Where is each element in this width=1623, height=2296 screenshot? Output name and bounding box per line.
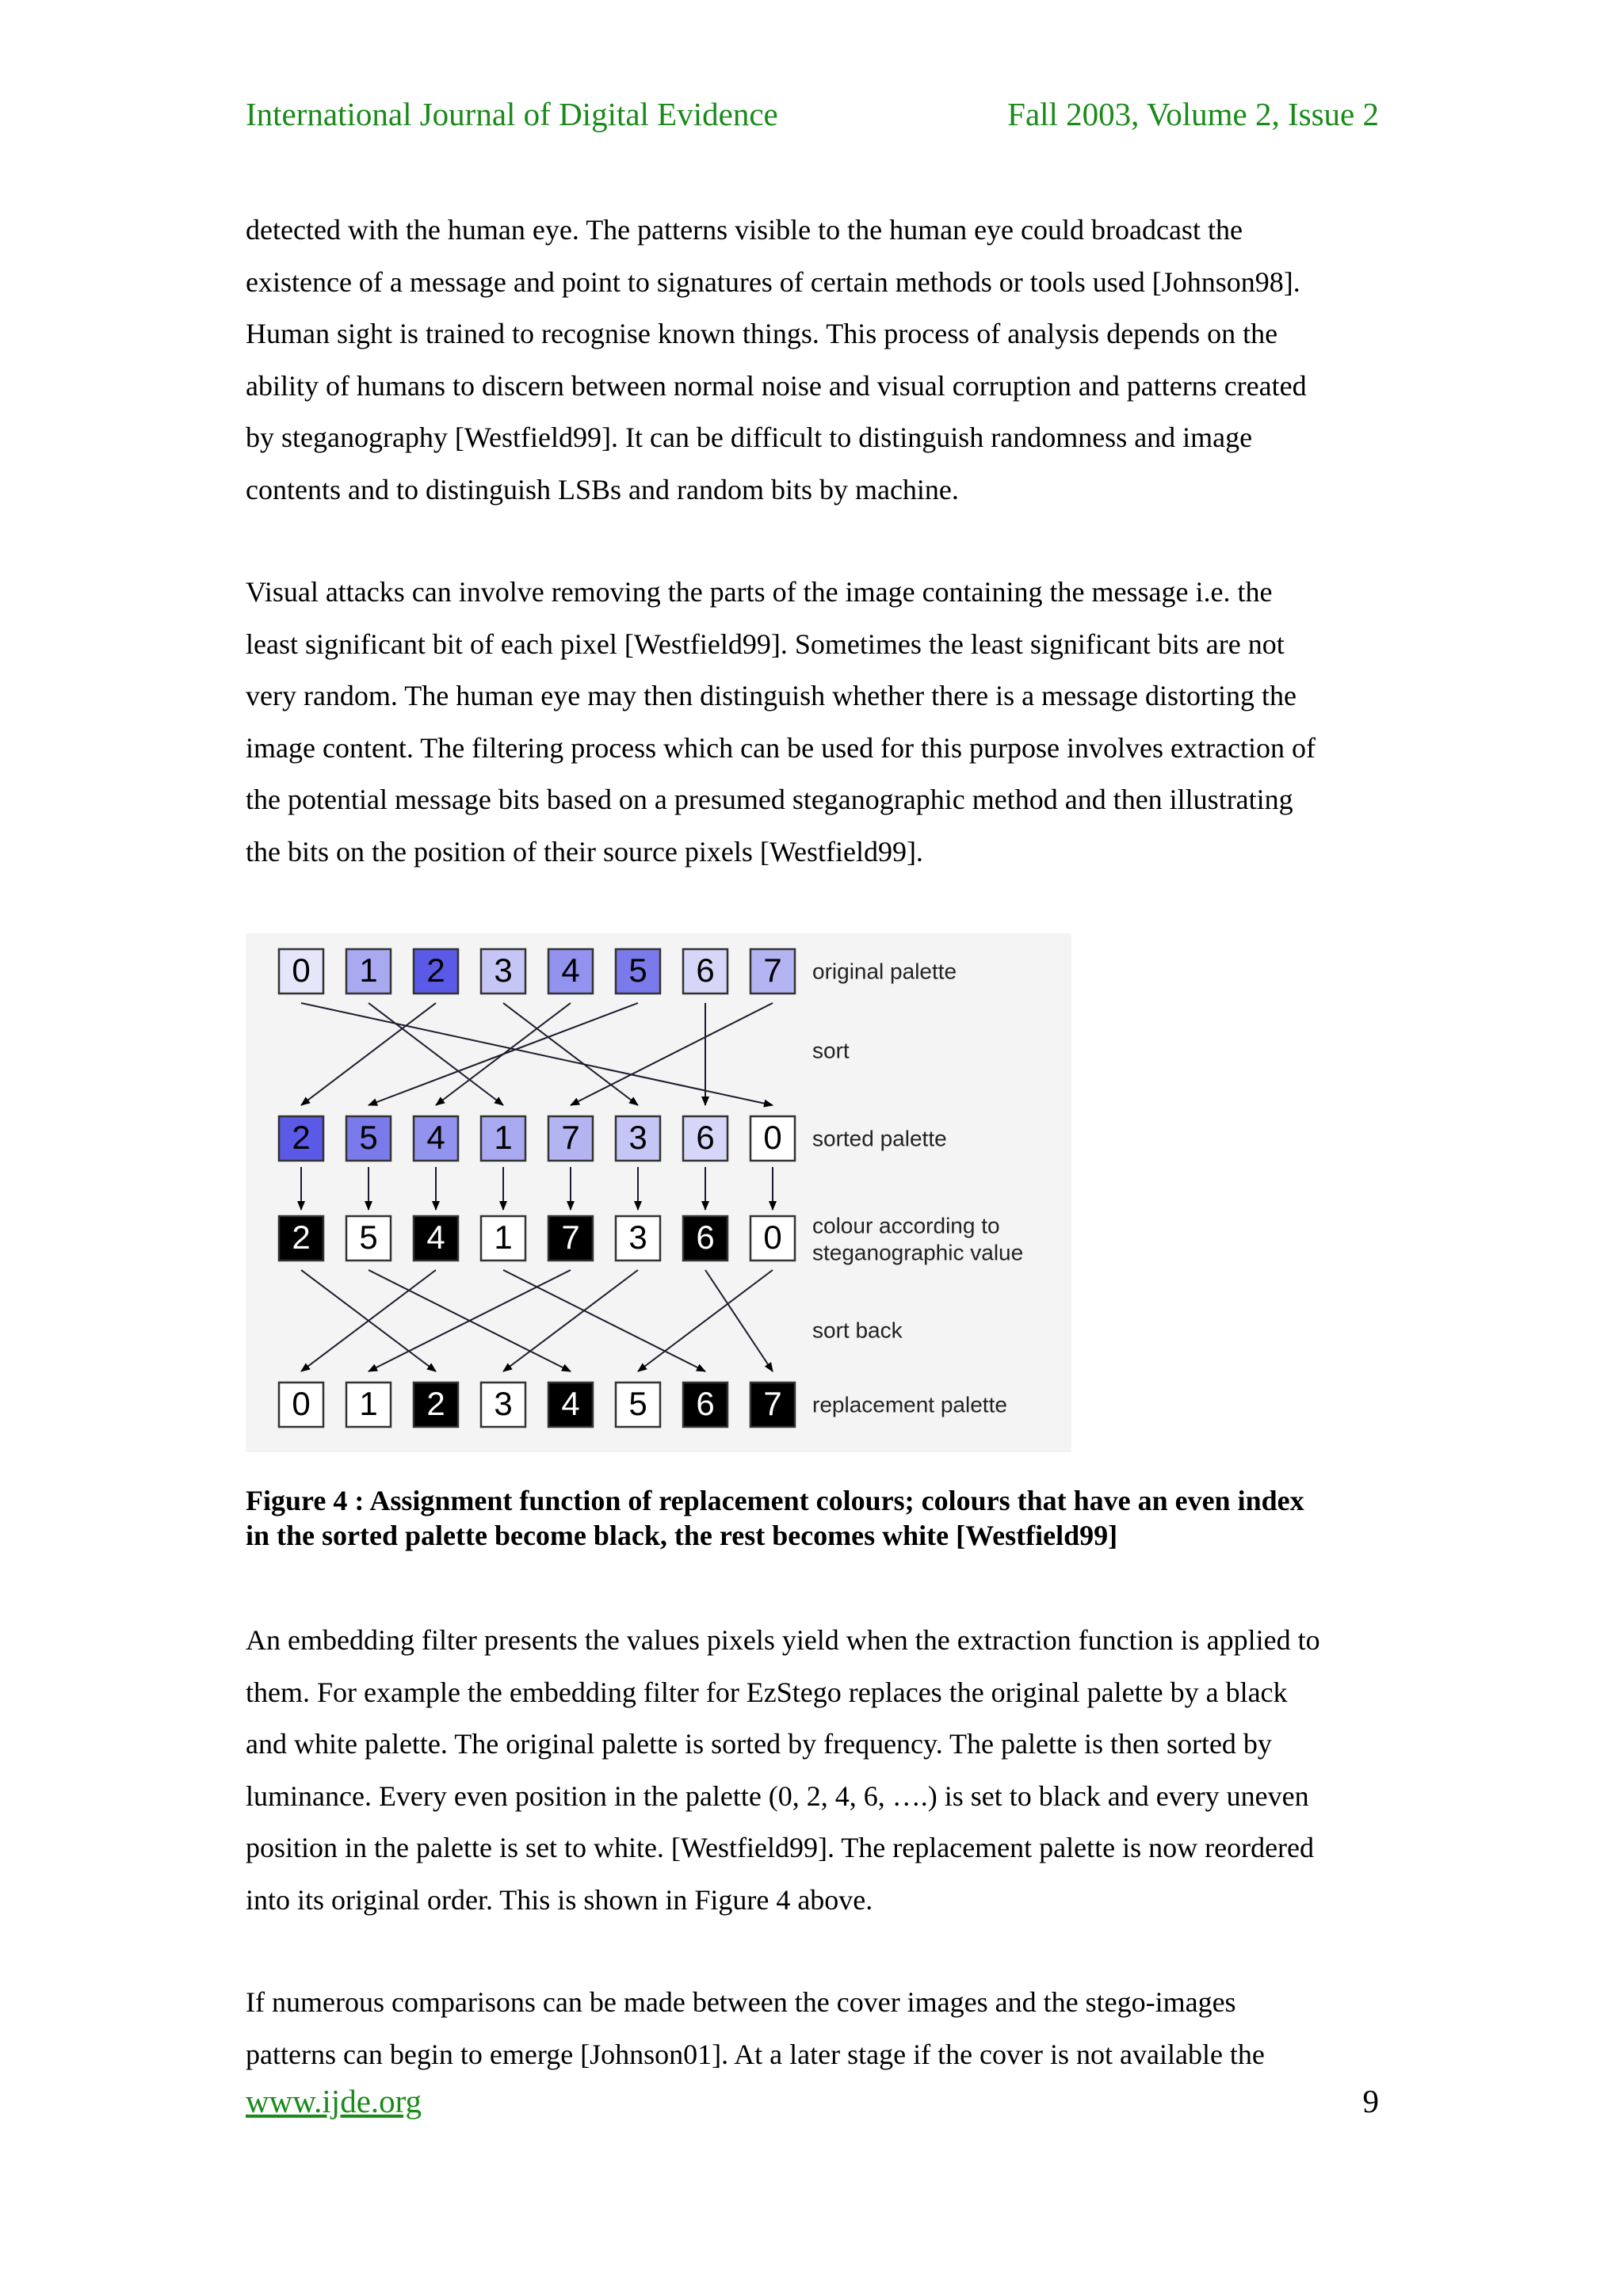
palette-cell — [616, 1116, 660, 1161]
palette-cell — [346, 1216, 391, 1261]
palette-cell — [346, 949, 391, 994]
palette-cell — [481, 949, 525, 994]
running-header — [246, 95, 1379, 143]
text-line: least significant bit of each pixel [Westfield99]. Sometimes the least significant bits are not — [246, 627, 1285, 660]
text-line: If numerous comparisons can be made between the cover images and the stego-images — [246, 1986, 1236, 2018]
caption-line: Figure 4 : Assignment function of replacement colours; colours that have an even index — [246, 1485, 1304, 1516]
text-line: by steganography [Westfield99]. It can be difficult to distinguish randomness and image — [246, 421, 1253, 453]
palette-cell — [279, 949, 323, 994]
palette-cell — [750, 1383, 795, 1427]
row-label: original palette — [812, 959, 957, 984]
paragraph — [246, 1977, 1379, 2081]
palette-index: 1 — [494, 1219, 513, 1257]
palette-index: 1 — [359, 952, 378, 990]
palette-cell — [279, 1383, 323, 1427]
paragraph — [246, 204, 1379, 516]
figure-4 — [246, 933, 1071, 1452]
palette-index: 4 — [426, 1119, 445, 1157]
palette-index: 3 — [628, 1119, 647, 1157]
palette-index: 5 — [359, 1219, 378, 1257]
palette-cell — [548, 1383, 593, 1427]
palette-index: 0 — [292, 1385, 311, 1423]
palette-index: 4 — [561, 952, 580, 990]
palette-index: 1 — [359, 1385, 378, 1423]
page-number: 9 — [1362, 2083, 1379, 2119]
palette-cell — [481, 1383, 525, 1427]
palette-cell — [279, 1116, 323, 1161]
sort-back-label: sort back — [812, 1318, 903, 1343]
palette-cell — [548, 1216, 593, 1261]
palette-cell — [414, 1383, 458, 1427]
text-line: the potential message bits based on a presumed steganographic method and then illustrating — [246, 784, 1293, 815]
sort-arrow — [369, 1003, 638, 1105]
row-label: steganographic value — [812, 1240, 1024, 1265]
palette-cell — [481, 1116, 525, 1161]
sort-arrow — [571, 1003, 773, 1105]
palette-index: 3 — [494, 952, 513, 990]
text-line: existence of a message and point to signatures of certain methods or tools used [Johnson98]. — [246, 265, 1300, 298]
palette-cell — [683, 1116, 727, 1161]
palette-cell — [414, 1216, 458, 1261]
sort-back-arrow — [503, 1270, 705, 1371]
issue-info: Fall 2003, Volume 2, Issue 2 — [1007, 96, 1379, 132]
text-line: Visual attacks can involve removing the parts of the image containing the message i.e. the — [246, 576, 1273, 608]
palette-cell — [548, 949, 593, 994]
text-line: very random. The human eye may then distinguish whether there is a message distorting the — [246, 680, 1297, 711]
paragraph — [246, 1615, 1379, 1926]
palette-cell — [683, 1383, 727, 1427]
text-line: and white palette. The original palette is sorted by frequency. The palette is then sorted by — [246, 1728, 1272, 1760]
text-line: Human sight is trained to recognise known things. This process of analysis depends on the — [246, 318, 1278, 349]
palette-index: 6 — [696, 1119, 715, 1157]
palette-index: 1 — [494, 1119, 513, 1157]
text-line: the bits on the position of their source pixels [Westfield99]. — [246, 835, 923, 868]
palette-index: 6 — [696, 952, 715, 990]
text-line: ability of humans to discern between normal noise and visual corruption and patterns created — [246, 369, 1307, 402]
sort-label: sort — [812, 1038, 850, 1063]
palette-index: 0 — [292, 952, 311, 990]
row-label: colour according to — [812, 1213, 1000, 1238]
sort-arrow — [369, 1003, 503, 1105]
palette-cell — [279, 1216, 323, 1261]
palette-index: 7 — [561, 1219, 580, 1257]
caption-line: in the sorted palette become black, the rest becomes white [Westfield99] — [246, 1520, 1118, 1551]
palette-cell — [414, 1116, 458, 1161]
palette-index: 2 — [292, 1219, 311, 1257]
text-line: detected with the human eye. The patterns visible to the human eye could broadcast the — [246, 214, 1243, 246]
sort-arrow — [301, 1003, 773, 1105]
text-line: position in the palette is set to white. [Westfield99]. The replacement palette is now reordered — [246, 1832, 1315, 1863]
palette-cell — [750, 1116, 795, 1161]
palette-index: 5 — [628, 952, 647, 990]
palette-index: 5 — [628, 1385, 647, 1423]
text-line: into its original order. This is shown in Figure 4 above. — [246, 1883, 873, 1916]
palette-index: 0 — [763, 1119, 782, 1157]
palette-cell — [616, 1216, 660, 1261]
sort-back-arrow — [638, 1270, 773, 1371]
sort-back-arrow — [503, 1270, 638, 1371]
palette-cell — [414, 949, 458, 994]
palette-index: 4 — [426, 1219, 445, 1257]
palette-cell — [346, 1116, 391, 1161]
palette-index: 2 — [426, 952, 445, 990]
palette-index: 5 — [359, 1119, 378, 1157]
palette-index: 4 — [561, 1385, 580, 1423]
palette-index: 0 — [763, 1219, 782, 1257]
palette-cell — [683, 949, 727, 994]
row-label: sorted palette — [812, 1126, 947, 1151]
palette-index: 7 — [561, 1119, 580, 1157]
sort-back-arrow — [705, 1270, 773, 1371]
palette-assignment-diagram — [246, 933, 1071, 1452]
row-label: replacement palette — [812, 1392, 1007, 1417]
palette-cell — [750, 949, 795, 994]
figure-caption — [246, 1483, 1379, 1553]
palette-index: 3 — [628, 1219, 647, 1257]
palette-cell — [683, 1216, 727, 1261]
text-line: contents and to distinguish LSBs and random bits by machine. — [246, 473, 959, 505]
palette-cell — [481, 1216, 525, 1261]
palette-index: 3 — [494, 1385, 513, 1423]
palette-index: 6 — [696, 1385, 715, 1423]
palette-cell — [616, 1383, 660, 1427]
paragraph — [246, 566, 1379, 878]
palette-cell — [616, 949, 660, 994]
text-line: patterns can begin to emerge [Johnson01]. At a later stage if the cover is not available the — [246, 2038, 1265, 2070]
palette-cell — [548, 1116, 593, 1161]
journal-title: International Journal of Digital Evidence — [246, 96, 778, 132]
sort-arrow — [503, 1003, 638, 1105]
palette-index: 7 — [763, 952, 782, 990]
palette-index: 2 — [292, 1119, 311, 1157]
palette-cell — [750, 1216, 795, 1261]
text-line: image content. The filtering process which can be used for this purpose involves extraction of — [246, 731, 1316, 764]
journal-website-link[interactable]: www.ijde.org — [246, 2083, 422, 2119]
text-line: them. For example the embedding filter for EzStego replaces the original palette by a black — [246, 1676, 1288, 1708]
palette-index: 2 — [426, 1385, 445, 1423]
palette-index: 6 — [696, 1219, 715, 1257]
text-line: An embedding filter presents the values pixels yield when the extraction function is applied to — [246, 1624, 1320, 1656]
palette-cell — [346, 1383, 391, 1427]
text-line: luminance. Every even position in the palette (0, 2, 4, 6, ….) is set to black and every uneven — [246, 1779, 1309, 1812]
palette-index: 7 — [763, 1385, 782, 1423]
